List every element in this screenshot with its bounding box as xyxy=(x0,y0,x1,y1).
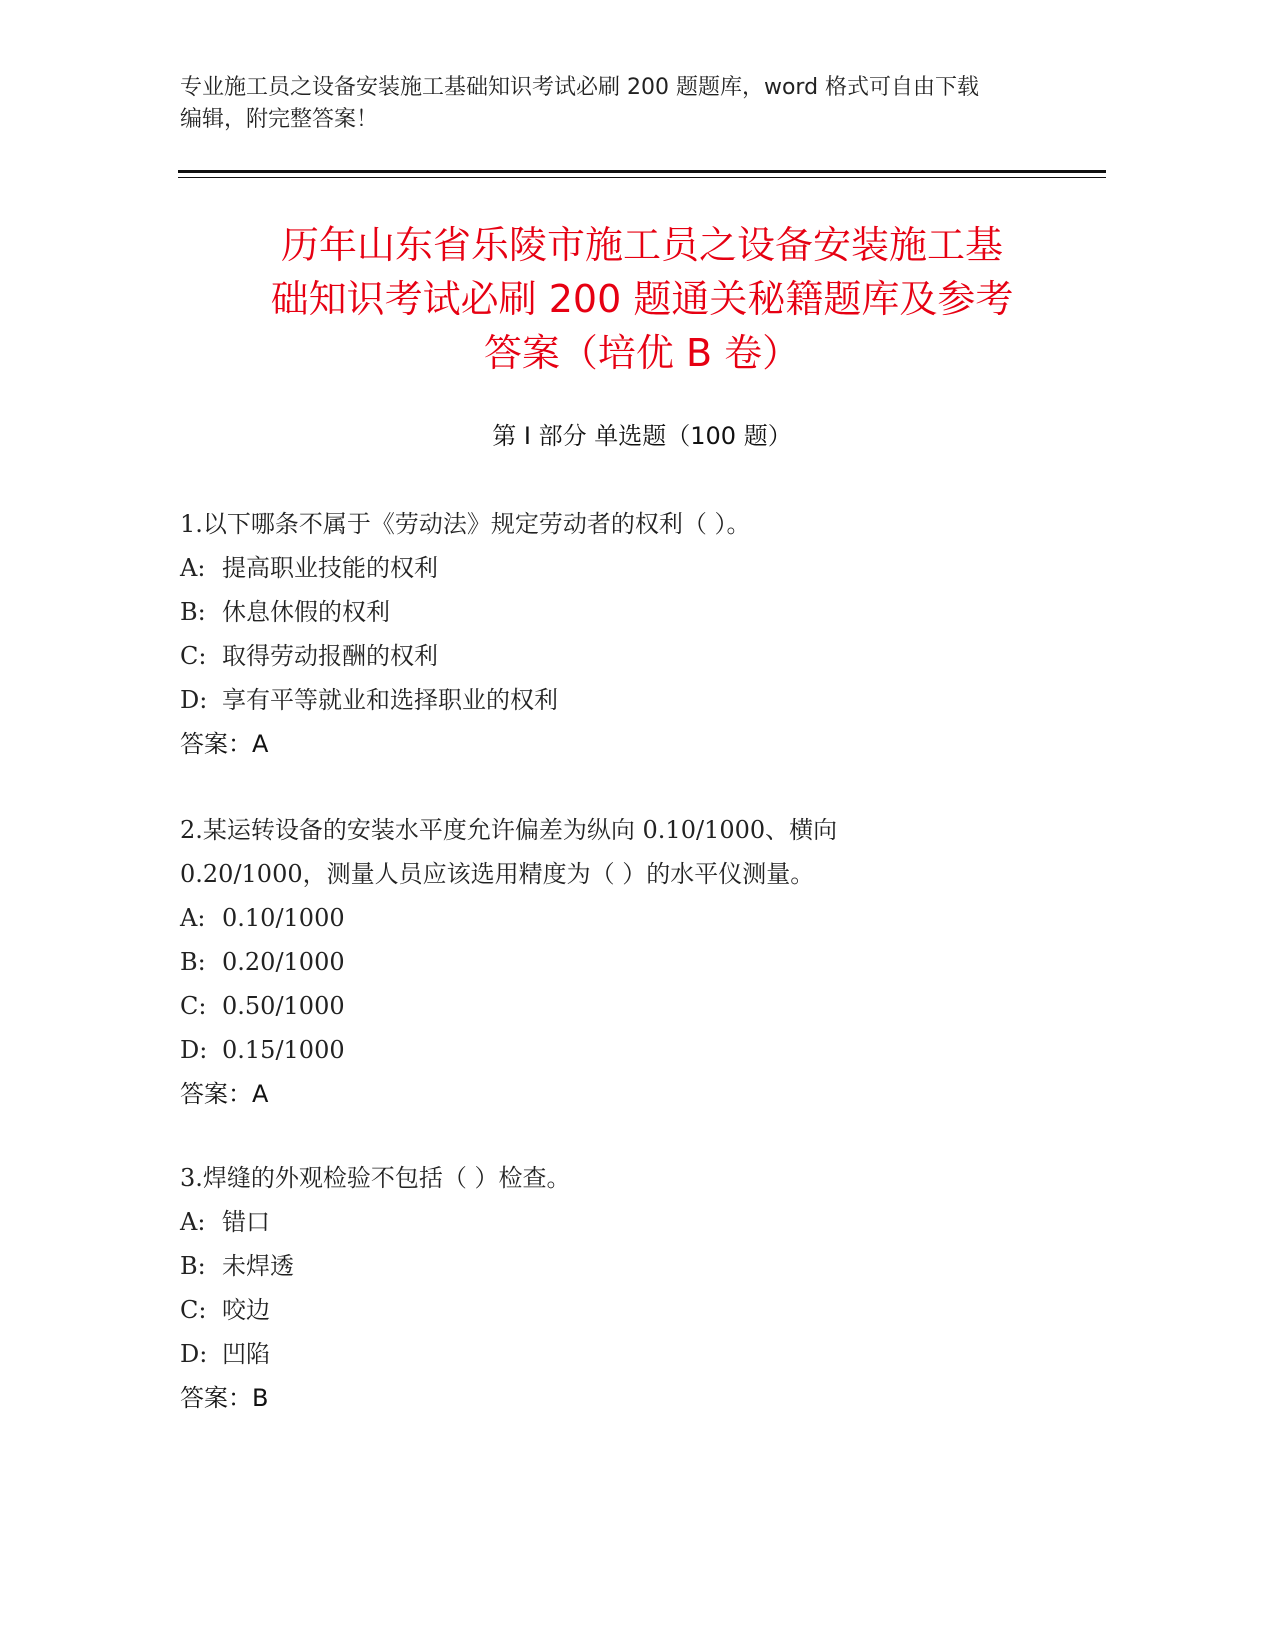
question-stem-line-1: 2.某运转设备的安装水平度允许偏差为纵向 0.10/1000、横向 xyxy=(180,816,838,844)
option-text: 休息休假的权利 xyxy=(222,598,390,626)
document-title-line-3: 答案（培优 B 卷） xyxy=(483,331,801,375)
option-key: A: xyxy=(180,904,206,932)
option-text: 凹陷 xyxy=(222,1340,270,1368)
document-title-line-1: 历年山东省乐陵市施工员之设备安装施工基 xyxy=(280,223,1003,267)
header-note-line-2: 编辑，附完整答案！ xyxy=(180,107,379,132)
document-title-line-2: 础知识考试必刷 200 题通关秘籍题库及参考 xyxy=(270,277,1014,321)
option-text: 未焊透 xyxy=(222,1252,294,1280)
header-divider-thin xyxy=(178,177,1106,178)
answer: 答案：B xyxy=(180,1384,269,1412)
option-text: 0.10/1000 xyxy=(222,904,345,932)
option-key: D: xyxy=(180,1340,208,1368)
option-key: B: xyxy=(180,948,206,976)
section-title: 第 I 部分 单选题（100 题） xyxy=(492,422,792,450)
question-2 xyxy=(180,808,1080,1116)
option-text: 取得劳动报酬的权利 xyxy=(222,642,438,670)
option-a xyxy=(180,1200,1080,1244)
option-a xyxy=(180,896,1080,940)
option-d xyxy=(180,1332,1080,1376)
option-c xyxy=(180,984,1080,1028)
option-key: D: xyxy=(180,1036,208,1064)
option-key: B: xyxy=(180,598,206,626)
option-key: D: xyxy=(180,686,208,714)
question-1 xyxy=(180,502,1080,766)
header-note-line-1: 专业施工员之设备安装施工基础知识考试必刷 200 题题库，word 格式可自由下载 xyxy=(180,75,980,100)
option-text: 错口 xyxy=(222,1208,270,1236)
answer: 答案：A xyxy=(180,730,269,758)
option-a xyxy=(180,546,1080,590)
header-divider-thick xyxy=(178,170,1106,173)
header-note xyxy=(180,72,1110,136)
option-b xyxy=(180,590,1080,634)
option-d xyxy=(180,678,1080,722)
option-b xyxy=(180,1244,1080,1288)
option-key: C: xyxy=(180,1296,207,1324)
answer: 答案：A xyxy=(180,1080,269,1108)
option-text: 享有平等就业和选择职业的权利 xyxy=(222,686,558,714)
option-text: 0.50/1000 xyxy=(222,992,345,1020)
option-key: C: xyxy=(180,642,207,670)
option-text: 咬边 xyxy=(222,1296,270,1324)
option-text: 0.20/1000 xyxy=(222,948,345,976)
option-key: C: xyxy=(180,992,207,1020)
question-3 xyxy=(180,1156,1080,1420)
question-stem: 3.焊缝的外观检验不包括（ ）检查。 xyxy=(180,1164,571,1192)
option-d xyxy=(180,1028,1080,1072)
question-stem-line-2: 0.20/1000，测量人员应该选用精度为（ ）的水平仪测量。 xyxy=(180,860,815,888)
option-c xyxy=(180,1288,1080,1332)
option-key: A: xyxy=(180,554,206,582)
document-title xyxy=(178,218,1106,380)
question-stem: 1.以下哪条不属于《劳动法》规定劳动者的权利（ ）。 xyxy=(180,510,751,538)
option-text: 提高职业技能的权利 xyxy=(222,554,438,582)
option-b xyxy=(180,940,1080,984)
option-text: 0.15/1000 xyxy=(222,1036,345,1064)
option-key: A: xyxy=(180,1208,206,1236)
option-c xyxy=(180,634,1080,678)
option-key: B: xyxy=(180,1252,206,1280)
